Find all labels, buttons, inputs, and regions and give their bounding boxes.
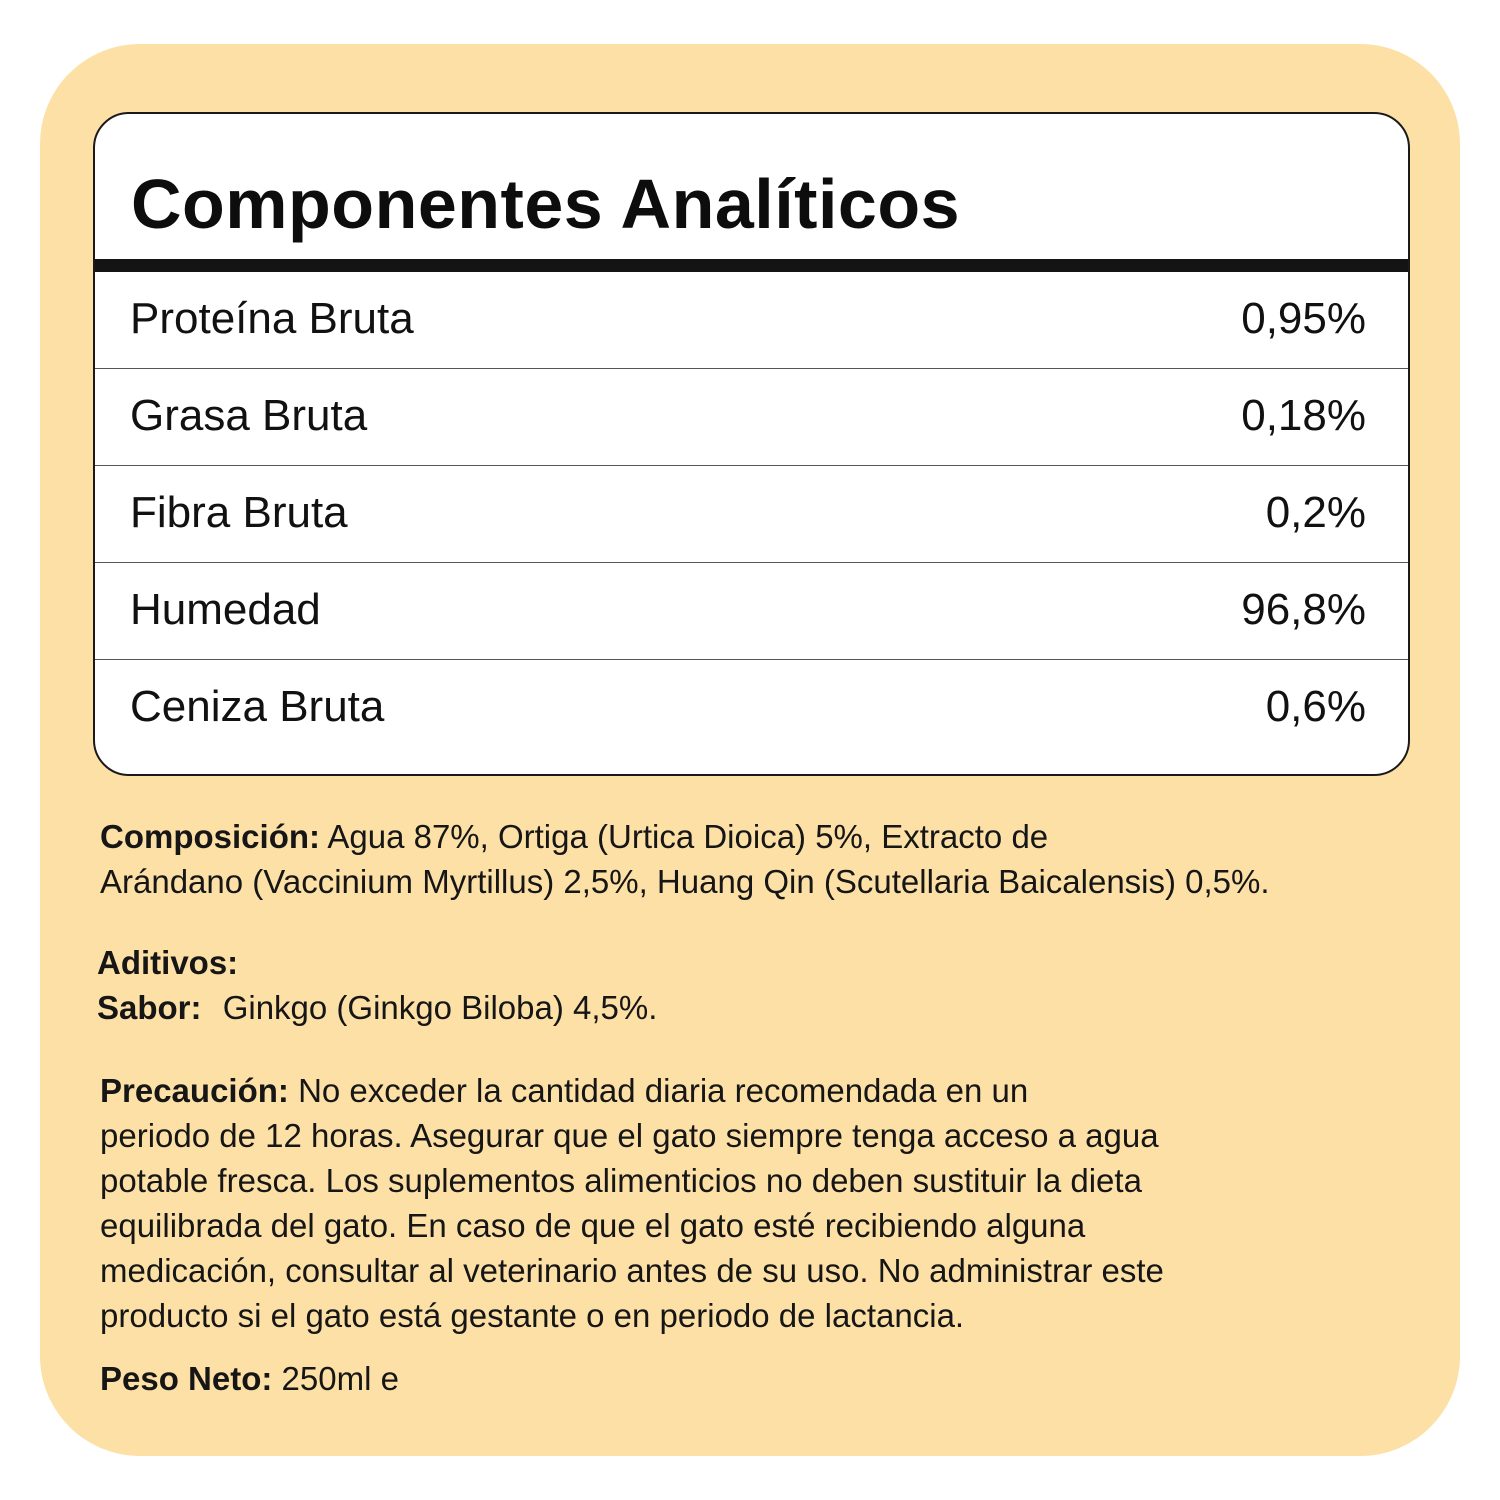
table-row — [95, 272, 1408, 369]
analytical-components-table — [93, 112, 1410, 776]
additives-section — [97, 940, 1387, 1030]
composition-label: Composición: — [100, 818, 320, 855]
row-value: 0,95% — [1241, 294, 1366, 343]
row-value: 0,2% — [1265, 488, 1366, 537]
net-weight-value: 250ml e — [281, 1360, 399, 1397]
table-row — [95, 466, 1408, 563]
table-title: Componentes Analíticos — [131, 165, 961, 243]
net-weight-section — [100, 1356, 1390, 1401]
composition-text-line1: Agua 87%, Ortiga (Urtica Dioica) 5%, Extracto de — [327, 818, 1049, 855]
row-value: 0,6% — [1265, 682, 1366, 731]
caution-line: periodo de 12 horas. Asegurar que el gato siempre tenga acceso a agua — [100, 1117, 1159, 1154]
flavor-text: Ginkgo (Ginkgo Biloba) 4,5%. — [222, 989, 658, 1026]
composition-text-line2: Arándano (Vaccinium Myrtillus) 2,5%, Huang Qin (Scutellaria Baicalensis) 0,5%. — [100, 863, 1270, 900]
caution-line: No exceder la cantidad diaria recomendada en un — [298, 1072, 1029, 1109]
row-label: Humedad — [130, 585, 321, 634]
row-label: Proteína Bruta — [130, 294, 414, 343]
flavor-label: Sabor: — [97, 989, 202, 1026]
caution-label: Precaución: — [100, 1072, 289, 1109]
composition-section — [100, 814, 1390, 904]
row-label: Ceniza Bruta — [130, 682, 385, 731]
table-row — [95, 563, 1408, 660]
label-card — [40, 44, 1460, 1456]
table-row — [95, 660, 1408, 757]
caution-line: producto si el gato está gestante o en periodo de lactancia. — [100, 1297, 965, 1334]
table-rows — [95, 272, 1408, 757]
additives-label: Aditivos: — [97, 944, 239, 981]
caution-line: potable fresca. Los suplementos alimenticios no deben sustituir la dieta — [100, 1162, 1142, 1199]
row-label: Grasa Bruta — [130, 391, 368, 440]
caution-section — [100, 1068, 1390, 1338]
row-value: 0,18% — [1241, 391, 1366, 440]
net-weight-label: Peso Neto: — [100, 1360, 273, 1397]
row-value: 96,8% — [1241, 585, 1366, 634]
caution-line: medicación, consultar al veterinario antes de su uso. No administrar este — [100, 1252, 1164, 1289]
title-divider — [95, 259, 1408, 272]
caution-line: equilibrada del gato. En caso de que el gato esté recibiendo alguna — [100, 1207, 1086, 1244]
table-row — [95, 369, 1408, 466]
row-label: Fibra Bruta — [130, 488, 348, 537]
